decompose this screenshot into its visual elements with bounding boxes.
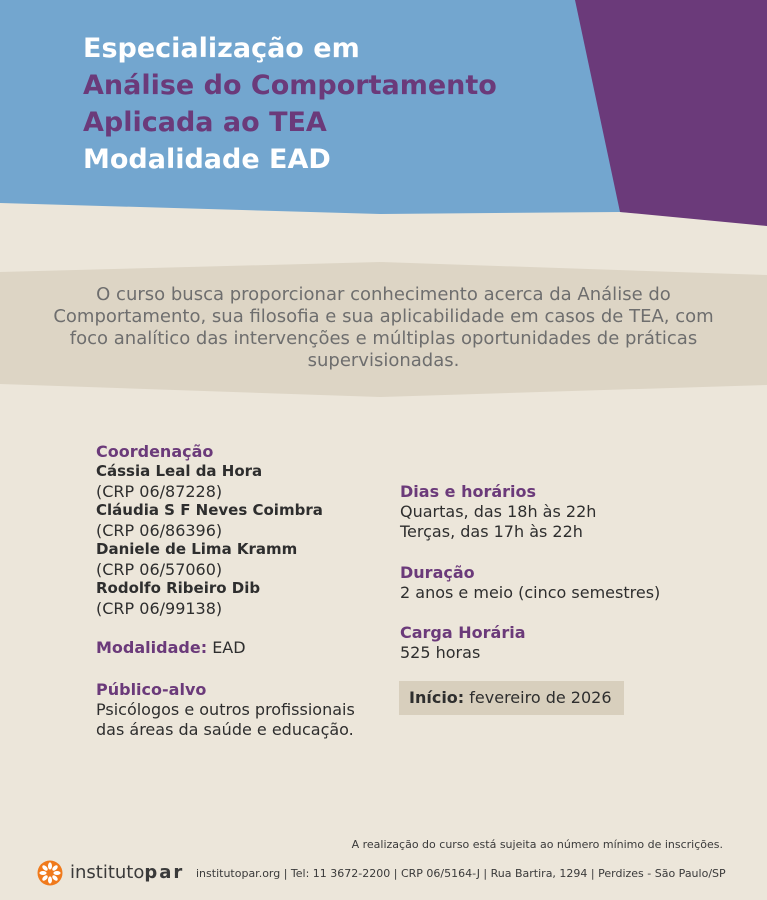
footer-contact: institutopar.org | Tel: 11 3672-2200 | CRP 06/5164-J | Rua Bartira, 1294 | Perdizes - São Paulo/SP — [196, 867, 726, 880]
carga-label: Carga Horária — [400, 622, 526, 642]
title-line-1: Especialização em — [83, 33, 360, 64]
publico-label: Público-alvo — [96, 680, 207, 699]
course-title — [83, 30, 497, 178]
enrollment-note: A realização do curso está sujeita ao número mínimo de inscrições. — [351, 838, 723, 851]
dias-line-2: Terças, das 17h às 22h — [400, 521, 583, 541]
title-line-4: Modalidade EAD — [83, 144, 331, 175]
logo-wordmark — [70, 862, 184, 884]
coordinator-name: Cláudia S F Neves Coimbra — [96, 501, 323, 519]
coordinator-crp: (CRP 06/87228) — [96, 481, 223, 501]
coordinator-crp: (CRP 06/99138) — [96, 598, 223, 618]
coordinator-crp: (CRP 06/57060) — [96, 559, 223, 579]
coordenacao-list — [96, 462, 396, 618]
logo-word-bold: par — [144, 862, 185, 883]
title-line-3: Aplicada ao TEA — [83, 107, 327, 138]
coordinator-crp: (CRP 06/86396) — [96, 520, 223, 540]
dias-line-1: Quartas, das 18h às 22h — [400, 502, 597, 521]
modalidade-row — [96, 638, 396, 658]
inicio-label: Início: — [409, 688, 465, 707]
publico-text: Psicólogos e outros profissionais das áreas da saúde e educação. — [96, 700, 355, 739]
modalidade-value: EAD — [212, 638, 246, 657]
inicio-badge — [399, 681, 624, 715]
inicio-value: fevereiro de 2026 — [469, 688, 612, 707]
left-column — [96, 442, 396, 739]
dias-label: Dias e horários — [400, 482, 537, 501]
coordinator-name: Rodolfo Ribeiro Dib — [96, 579, 261, 597]
duracao-label: Duração — [400, 563, 475, 582]
flower-logo-icon — [37, 860, 63, 886]
logo-word-light: instituto — [70, 862, 145, 883]
course-description: O curso busca proporcionar conhecimento acerca da Análise do Comportamento, sua filosofia e sua aplicabilidade em casos de TEA, com foco analítico das intervenções e múltiplas oportunidades de práticas supervisionadas. — [53, 284, 714, 371]
instituto-par-logo — [37, 859, 187, 889]
modalidade-label: Modalidade: — [96, 638, 208, 657]
carga-value: 525 horas — [400, 642, 481, 662]
coordenacao-label: Coordenação — [96, 442, 214, 461]
title-line-2: Análise do Comportamento — [83, 70, 497, 101]
coordinator-name: Daniele de Lima Kramm — [96, 540, 298, 558]
right-column — [400, 482, 720, 715]
coordinator-name: Cássia Leal da Hora — [96, 462, 263, 480]
duracao-value: 2 anos e meio (cinco semestres) — [400, 583, 661, 602]
